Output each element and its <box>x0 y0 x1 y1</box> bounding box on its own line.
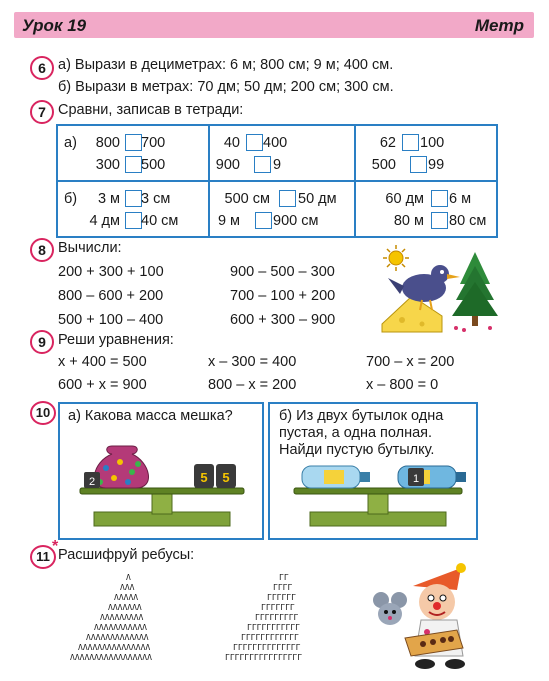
svg-text:ΛΛΛ: ΛΛΛ <box>120 583 135 592</box>
svg-text:ΛΛΛΛΛΛΛ: ΛΛΛΛΛΛΛ <box>108 603 142 612</box>
weight-icon <box>84 472 100 488</box>
exercise-7-a-label: а) <box>64 135 77 151</box>
svg-text:Λ: Λ <box>126 573 131 582</box>
cmp-left: 9 м <box>217 213 240 229</box>
equation: 700 – x = 200 <box>366 354 455 370</box>
weight-icon <box>194 464 214 488</box>
compare-box[interactable] <box>254 156 271 173</box>
exercise-9-number: 9 <box>30 330 54 354</box>
equation: x + 400 = 500 <box>58 354 147 370</box>
exercise-8-title: Вычисли: <box>58 240 122 256</box>
lesson-header <box>14 12 534 38</box>
cmp-right: 3 см <box>141 191 171 207</box>
cmp-left: 900 <box>215 157 240 173</box>
exercise-10-a-text: а) Какова масса мешка? <box>68 408 233 424</box>
cmp-right: 400 <box>263 135 288 151</box>
exercise-9-title: Реши уравнения: <box>58 332 174 348</box>
balance-scale-b <box>280 452 470 532</box>
svg-text:ΓΓΓΓΓΓΓΓΓΓΓΓΓΓ: ΓΓΓΓΓΓΓΓΓΓΓΓΓΓ <box>233 643 301 652</box>
svg-text:ΓΓ: ΓΓ <box>279 573 289 582</box>
rebus-pyramid-2 <box>215 570 355 670</box>
svg-text:5: 5 <box>222 470 230 485</box>
exercise-6-number: 6 <box>30 56 54 80</box>
calc-expression: 800 – 600 + 200 <box>58 288 164 304</box>
exercise-7-title: Сравни, записав в тетради: <box>58 102 244 118</box>
weight-icon <box>408 468 424 486</box>
cmp-left: 300 <box>95 157 120 173</box>
cmp-right: 99 <box>428 157 445 173</box>
exercise-10-b-line1: б) Из двух бутылок одна <box>279 408 444 424</box>
cmp-left: 500 <box>371 157 396 173</box>
cmp-right: 500 <box>141 157 166 173</box>
cmp-left: 40 <box>223 135 240 151</box>
equation: 600 + x = 900 <box>58 377 147 393</box>
cmp-left: 60 дм <box>385 191 424 207</box>
exercise-7-number: 7 <box>30 100 54 124</box>
cmp-right: 40 см <box>141 213 179 229</box>
svg-text:ΓΓΓΓΓΓ: ΓΓΓΓΓΓ <box>267 593 296 602</box>
compare-box[interactable] <box>410 156 427 173</box>
cmp-right: 6 м <box>449 191 472 207</box>
svg-text:ΓΓΓΓΓΓΓΓΓ: ΓΓΓΓΓΓΓΓΓ <box>255 613 299 622</box>
bag-icon <box>95 446 149 488</box>
compare-box[interactable] <box>246 134 263 151</box>
svg-text:ΛΛΛΛΛΛΛΛΛΛΛΛΛ: ΛΛΛΛΛΛΛΛΛΛΛΛΛ <box>86 633 149 642</box>
compare-box[interactable] <box>431 212 448 229</box>
exercise-10-b-line2: пустая, а одна полная. <box>279 425 433 441</box>
exercise-11-title: Расшифруй ребусы: <box>58 547 195 563</box>
compare-box[interactable] <box>125 134 142 151</box>
exercise-7-b-label: б) <box>64 191 78 207</box>
calc-expression: 900 – 500 – 300 <box>230 264 335 280</box>
exercise-11-number: 11 <box>30 545 56 569</box>
equation: x – 300 = 400 <box>208 354 297 370</box>
lesson-number: Урок 19 <box>22 16 87 35</box>
tree-icon <box>452 252 498 326</box>
cmp-left: 800 <box>95 135 120 151</box>
equation: 800 – x = 200 <box>208 377 297 393</box>
svg-text:ΛΛΛΛΛ: ΛΛΛΛΛ <box>114 593 139 602</box>
sun-icon <box>383 245 409 271</box>
exercise-6-a: а) Вырази в дециметрах: 6 м; 800 см; 9 м; 400 см. <box>58 57 394 73</box>
cmp-left: 500 см <box>224 191 270 207</box>
calc-expression: 700 – 100 + 200 <box>230 288 336 304</box>
exercise-6-b: б) Вырази в метрах: 70 дм; 50 дм; 200 см; 300 см. <box>58 79 394 95</box>
crow-icon <box>388 265 460 310</box>
calc-expression: 500 + 100 – 400 <box>58 312 164 328</box>
compare-box[interactable] <box>255 212 272 229</box>
rebus-pyramid-1 <box>60 570 200 670</box>
cmp-left: 4 дм <box>89 213 120 229</box>
mouse-icon <box>373 592 407 625</box>
bottle-icon <box>302 466 370 488</box>
cheese-icon <box>382 296 442 332</box>
svg-text:ΓΓΓΓΓΓΓΓΓΓΓ: ΓΓΓΓΓΓΓΓΓΓΓ <box>247 623 300 632</box>
svg-text:2: 2 <box>88 476 96 488</box>
cmp-left: 80 м <box>393 213 424 229</box>
cmp-left: 62 <box>379 135 396 151</box>
svg-text:ΛΛΛΛΛΛΛΛΛΛΛΛΛΛΛΛΛ: ΛΛΛΛΛΛΛΛΛΛΛΛΛΛΛΛΛ <box>70 653 152 662</box>
svg-text:ΓΓΓΓ: ΓΓΓΓ <box>273 583 293 592</box>
exercise-10-number: 10 <box>30 401 56 425</box>
cmp-right: 9 <box>273 157 282 173</box>
cmp-left: 3 м <box>97 191 120 207</box>
compare-box[interactable] <box>125 190 142 207</box>
compare-box[interactable] <box>125 156 142 173</box>
cmp-right: 50 дм <box>298 191 337 207</box>
svg-text:ΓΓΓΓΓΓΓΓΓΓΓΓ: ΓΓΓΓΓΓΓΓΓΓΓΓ <box>241 633 299 642</box>
cmp-right: 100 <box>420 135 445 151</box>
calc-expression: 600 + 300 – 900 <box>230 312 336 328</box>
svg-text:ΓΓΓΓΓΓΓΓΓΓΓΓΓΓΓΓ: ΓΓΓΓΓΓΓΓΓΓΓΓΓΓΓΓ <box>225 653 303 662</box>
exercise-8-number: 8 <box>30 238 54 262</box>
cmp-right: 700 <box>141 135 166 151</box>
equation: x – 800 = 0 <box>366 377 439 393</box>
svg-text:ΛΛΛΛΛΛΛΛΛΛΛΛΛΛΛ: ΛΛΛΛΛΛΛΛΛΛΛΛΛΛΛ <box>78 643 151 652</box>
svg-text:1: 1 <box>412 473 420 485</box>
svg-text:5: 5 <box>200 470 208 485</box>
weight-icon <box>216 464 236 488</box>
calc-expression: 200 + 300 + 100 <box>58 264 164 280</box>
balance-scale-a <box>70 432 254 532</box>
crow-cheese-illustration <box>372 244 502 336</box>
compare-box[interactable] <box>279 190 296 207</box>
lesson-topic: Метр <box>474 16 524 35</box>
compare-box[interactable] <box>125 212 142 229</box>
cmp-right: 80 см <box>449 213 487 229</box>
svg-text:ΓΓΓΓΓΓΓ: ΓΓΓΓΓΓΓ <box>261 603 295 612</box>
compare-box[interactable] <box>402 134 419 151</box>
clown-illustration <box>365 556 495 674</box>
svg-text:ΛΛΛΛΛΛΛΛΛ: ΛΛΛΛΛΛΛΛΛ <box>100 613 144 622</box>
exercise-10-b-line3: Найди пустую бутылку. <box>279 442 435 458</box>
cmp-right: 900 см <box>273 213 319 229</box>
svg-text:ΛΛΛΛΛΛΛΛΛΛΛ: ΛΛΛΛΛΛΛΛΛΛΛ <box>94 623 147 632</box>
difficulty-star: * <box>52 538 59 555</box>
compare-box[interactable] <box>431 190 448 207</box>
